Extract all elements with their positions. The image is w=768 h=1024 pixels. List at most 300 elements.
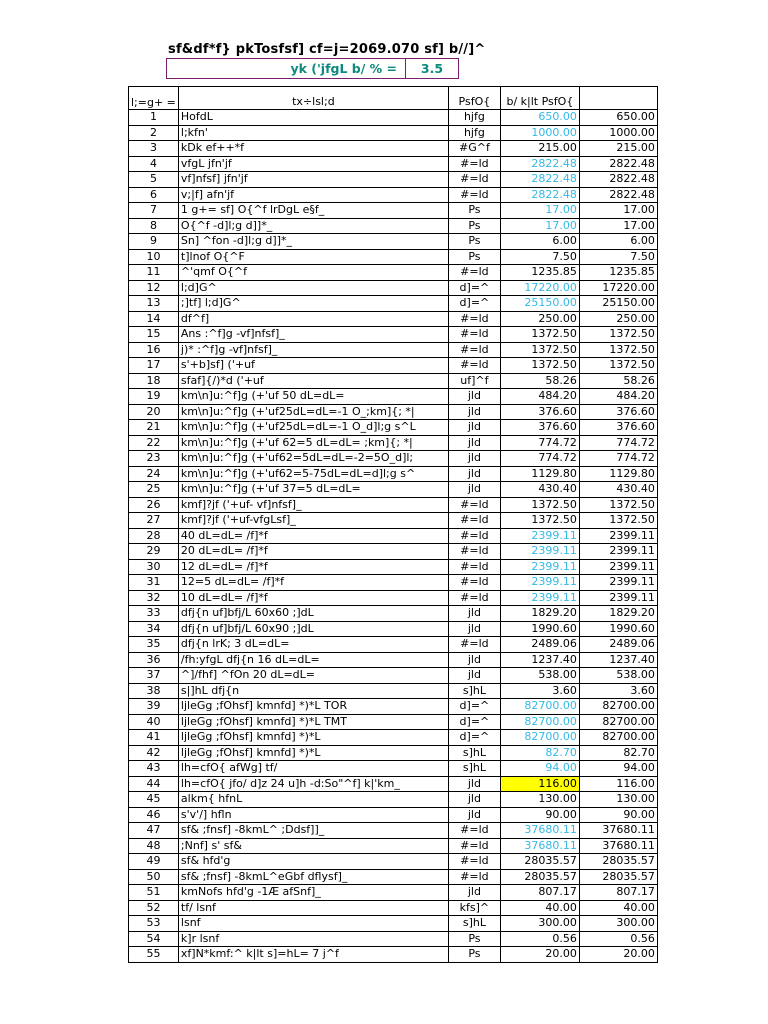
row-sn-cell[interactable]: 27 [129, 513, 179, 529]
row-description-cell[interactable]: km\n]u:^f]g (+'uf 62=5 dL=dL= ;km]{; *| [178, 435, 448, 451]
row-sn-cell[interactable]: 36 [129, 652, 179, 668]
row-unit-cell[interactable]: jld [448, 668, 500, 684]
rate-info-label: yk ('jfgL b/ % = [290, 61, 397, 76]
row-unit-cell[interactable]: #=ld [448, 358, 500, 374]
row-sn-cell[interactable]: 11 [129, 265, 179, 281]
row-description-cell[interactable]: kDk ef++*f [178, 141, 448, 157]
row-unit-cell[interactable]: #=ld [448, 869, 500, 885]
row-description-cell[interactable]: km\n]u:^f]g (+'uf 37=5 dL=dL= [178, 482, 448, 498]
row-rate-cell[interactable]: 650.00 [500, 110, 579, 126]
row-unit-cell[interactable]: Ps [448, 203, 500, 219]
table-row [129, 389, 658, 405]
row-description-cell[interactable]: 10 dL=dL= /f]*f [178, 590, 448, 606]
row-rate-cell[interactable]: 2489.06 [500, 637, 579, 653]
row-amount-cell[interactable]: 28035.57 [579, 869, 657, 885]
row-amount-cell[interactable]: 7.50 [579, 249, 657, 265]
row-amount-cell[interactable]: 1372.50 [579, 342, 657, 358]
row-rate-cell[interactable]: 40.00 [500, 900, 579, 916]
row-unit-cell[interactable]: #=ld [448, 156, 500, 172]
row-amount-cell[interactable]: 40.00 [579, 900, 657, 916]
row-amount-cell[interactable]: 37680.11 [579, 838, 657, 854]
row-sn-cell[interactable]: 24 [129, 466, 179, 482]
row-rate-cell[interactable]: 807.17 [500, 885, 579, 901]
row-sn-cell[interactable]: 48 [129, 838, 179, 854]
row-rate-cell[interactable]: 1372.50 [500, 513, 579, 529]
row-description-cell[interactable]: 20 dL=dL= /f]*f [178, 544, 448, 560]
row-amount-cell[interactable]: 28035.57 [579, 854, 657, 870]
row-rate-cell[interactable]: 7.50 [500, 249, 579, 265]
row-amount-cell[interactable]: 1990.60 [579, 621, 657, 637]
row-unit-cell[interactable]: s]hL [448, 745, 500, 761]
row-sn-cell[interactable]: 52 [129, 900, 179, 916]
row-amount-cell[interactable]: 3.60 [579, 683, 657, 699]
row-sn-cell[interactable]: 51 [129, 885, 179, 901]
row-description-cell[interactable]: ljleGg ;fOhsf] kmnfd] *)*L TMT [178, 714, 448, 730]
row-description-cell[interactable]: sf& ;fnsf] -8kmL^ ;Ddsf]]_ [178, 823, 448, 839]
row-rate-cell[interactable]: 28035.57 [500, 869, 579, 885]
row-rate-cell[interactable]: 2822.48 [500, 156, 579, 172]
row-description-cell[interactable]: ^]/fhf] ^fOn 20 dL=dL= [178, 668, 448, 684]
row-sn-cell[interactable]: 47 [129, 823, 179, 839]
row-unit-cell[interactable]: Ps [448, 249, 500, 265]
row-amount-cell[interactable]: 2822.48 [579, 172, 657, 188]
table-row [129, 807, 658, 823]
row-amount-cell[interactable]: 82700.00 [579, 714, 657, 730]
row-amount-cell[interactable]: 58.26 [579, 373, 657, 389]
row-description-cell[interactable]: l;d]G^ [178, 280, 448, 296]
row-unit-cell[interactable]: hjfg [448, 125, 500, 141]
row-sn-cell[interactable]: 32 [129, 590, 179, 606]
row-unit-cell[interactable]: jld [448, 404, 500, 420]
table-header-row [129, 87, 658, 110]
row-amount-cell[interactable]: 1129.80 [579, 466, 657, 482]
row-sn-cell[interactable]: 22 [129, 435, 179, 451]
row-unit-cell[interactable]: Ps [448, 947, 500, 963]
row-amount-cell[interactable]: 90.00 [579, 807, 657, 823]
row-rate-cell[interactable]: 20.00 [500, 947, 579, 963]
row-rate-cell[interactable]: 17.00 [500, 203, 579, 219]
row-rate-cell[interactable]: 17220.00 [500, 280, 579, 296]
row-sn-cell[interactable]: 8 [129, 218, 179, 234]
row-description-cell[interactable]: df^f] [178, 311, 448, 327]
row-description-cell[interactable]: sf& ;fnsf] -8kmL^eGbf dflysf]_ [178, 869, 448, 885]
row-unit-cell[interactable]: jld [448, 792, 500, 808]
row-unit-cell[interactable]: hjfg [448, 110, 500, 126]
row-description-cell[interactable]: 12 dL=dL= /f]*f [178, 559, 448, 575]
row-sn-cell[interactable]: 31 [129, 575, 179, 591]
row-amount-cell[interactable]: 2399.11 [579, 528, 657, 544]
row-description-cell[interactable]: km\n]u:^f]g (+'uf62=5dL=dL=-2=5O_d]l; [178, 451, 448, 467]
row-amount-cell[interactable]: 250.00 [579, 311, 657, 327]
row-description-cell[interactable]: kmf]?jf ('+uf-vfgLsf]_ [178, 513, 448, 529]
row-rate-cell[interactable]: 2399.11 [500, 559, 579, 575]
row-amount-cell[interactable]: 215.00 [579, 141, 657, 157]
row-amount-cell[interactable]: 116.00 [579, 776, 657, 792]
table-row [129, 420, 658, 436]
row-sn-cell[interactable]: 38 [129, 683, 179, 699]
row-description-cell[interactable]: /fh:yfgL dfj{n 16 dL=dL= [178, 652, 448, 668]
row-sn-cell[interactable]: 10 [129, 249, 179, 265]
row-unit-cell[interactable]: jld [448, 466, 500, 482]
row-amount-cell[interactable]: 17.00 [579, 218, 657, 234]
row-amount-cell[interactable]: 1000.00 [579, 125, 657, 141]
table-row [129, 435, 658, 451]
row-rate-cell[interactable]: 215.00 [500, 141, 579, 157]
row-description-cell[interactable]: sfaf]{/)*d ('+uf [178, 373, 448, 389]
row-rate-cell[interactable]: 116.00 [500, 776, 579, 792]
row-unit-cell[interactable]: jld [448, 451, 500, 467]
row-description-cell[interactable]: s'v'/] hfln [178, 807, 448, 823]
rate-info-value[interactable]: 3.5 [405, 59, 458, 78]
row-amount-cell[interactable]: 2399.11 [579, 559, 657, 575]
row-sn-cell[interactable]: 12 [129, 280, 179, 296]
row-description-cell[interactable]: tf/ lsnf [178, 900, 448, 916]
row-amount-cell[interactable]: 20.00 [579, 947, 657, 963]
table-row [129, 854, 658, 870]
row-description-cell[interactable]: 12=5 dL=dL= /f]*f [178, 575, 448, 591]
row-description-cell[interactable]: k]r lsnf [178, 931, 448, 947]
row-sn-cell[interactable]: 39 [129, 699, 179, 715]
row-sn-cell[interactable]: 29 [129, 544, 179, 560]
row-unit-cell[interactable]: Ps [448, 931, 500, 947]
row-sn-cell[interactable]: 9 [129, 234, 179, 250]
row-rate-cell[interactable]: 82700.00 [500, 714, 579, 730]
row-sn-cell[interactable]: 30 [129, 559, 179, 575]
header-unit: PsfO{ [448, 87, 500, 110]
row-unit-cell[interactable]: Ps [448, 234, 500, 250]
row-description-cell[interactable]: 40 dL=dL= /f]*f [178, 528, 448, 544]
row-description-cell[interactable]: ^'qmf O{^f [178, 265, 448, 281]
row-amount-cell[interactable]: 430.40 [579, 482, 657, 498]
row-rate-cell[interactable]: 1372.50 [500, 497, 579, 513]
row-unit-cell[interactable]: #=ld [448, 854, 500, 870]
row-amount-cell[interactable]: 774.72 [579, 451, 657, 467]
row-sn-cell[interactable]: 33 [129, 606, 179, 622]
row-description-cell[interactable]: lh=cfO{ jfo/ d]z 24 u]h -d:So"^f] k|'km_ [178, 776, 448, 792]
row-sn-cell[interactable]: 16 [129, 342, 179, 358]
row-amount-cell[interactable]: 82.70 [579, 745, 657, 761]
row-description-cell[interactable]: km\n]u:^f]g (+'uf62=5-75dL=dL=d]l;g s^ [178, 466, 448, 482]
row-unit-cell[interactable]: #=ld [448, 497, 500, 513]
row-unit-cell[interactable]: jld [448, 621, 500, 637]
row-rate-cell[interactable]: 774.72 [500, 451, 579, 467]
row-rate-cell[interactable]: 2399.11 [500, 575, 579, 591]
row-rate-cell[interactable]: 376.60 [500, 420, 579, 436]
row-amount-cell[interactable]: 650.00 [579, 110, 657, 126]
row-amount-cell[interactable]: 1829.20 [579, 606, 657, 622]
row-unit-cell[interactable]: d]=^ [448, 699, 500, 715]
row-amount-cell[interactable]: 2399.11 [579, 544, 657, 560]
row-rate-cell[interactable]: 2399.11 [500, 528, 579, 544]
row-description-cell[interactable]: kmNofs hfd'g -1Æ afSnf]_ [178, 885, 448, 901]
row-amount-cell[interactable]: 17.00 [579, 203, 657, 219]
row-sn-cell[interactable]: 53 [129, 916, 179, 932]
row-description-cell[interactable]: lh=cfO{ afWg] tf/ [178, 761, 448, 777]
row-amount-cell[interactable]: 130.00 [579, 792, 657, 808]
row-description-cell[interactable]: ljleGg ;fOhsf] kmnfd] *)*L [178, 730, 448, 746]
table-row [129, 869, 658, 885]
row-description-cell[interactable]: 1 g+= sf] O{^f lrDgL e§f_ [178, 203, 448, 219]
row-sn-cell[interactable]: 42 [129, 745, 179, 761]
row-unit-cell[interactable]: #=ld [448, 823, 500, 839]
row-sn-cell[interactable]: 41 [129, 730, 179, 746]
row-rate-cell[interactable]: 1372.50 [500, 342, 579, 358]
row-description-cell[interactable]: dfj{n lrK; 3 dL=dL= [178, 637, 448, 653]
table-row [129, 327, 658, 343]
row-sn-cell[interactable]: 21 [129, 420, 179, 436]
row-amount-cell[interactable]: 1372.50 [579, 497, 657, 513]
row-rate-cell[interactable]: 28035.57 [500, 854, 579, 870]
row-description-cell[interactable]: dfj{n uf]bfj/L 60x60 ;]dL [178, 606, 448, 622]
row-amount-cell[interactable]: 37680.11 [579, 823, 657, 839]
row-rate-cell[interactable]: 1372.50 [500, 358, 579, 374]
row-sn-cell[interactable]: 37 [129, 668, 179, 684]
table-row [129, 497, 658, 513]
row-sn-cell[interactable]: 23 [129, 451, 179, 467]
row-rate-cell[interactable]: 1237.40 [500, 652, 579, 668]
row-amount-cell[interactable]: 538.00 [579, 668, 657, 684]
row-description-cell[interactable]: xf]N*kmf:^ k|lt s]=hL= 7 j^f [178, 947, 448, 963]
row-unit-cell[interactable]: #=ld [448, 559, 500, 575]
row-description-cell[interactable]: ;]tf] l;d]G^ [178, 296, 448, 312]
row-amount-cell[interactable]: 376.60 [579, 404, 657, 420]
row-unit-cell[interactable]: jld [448, 652, 500, 668]
row-description-cell[interactable]: km\n]u:^f]g (+'uf 50 dL=dL= [178, 389, 448, 405]
row-rate-cell[interactable]: 2399.11 [500, 590, 579, 606]
row-description-cell[interactable]: Ans :^f]g -vf]nfsf]_ [178, 327, 448, 343]
row-amount-cell[interactable]: 2822.48 [579, 156, 657, 172]
row-unit-cell[interactable]: d]=^ [448, 714, 500, 730]
row-description-cell[interactable]: ;Nnf] s' sf& [178, 838, 448, 854]
table-row [129, 559, 658, 575]
row-sn-cell[interactable]: 17 [129, 358, 179, 374]
row-sn-cell[interactable]: 3 [129, 141, 179, 157]
row-sn-cell[interactable]: 20 [129, 404, 179, 420]
row-sn-cell[interactable]: 46 [129, 807, 179, 823]
row-sn-cell[interactable]: 25 [129, 482, 179, 498]
row-sn-cell[interactable]: 45 [129, 792, 179, 808]
row-description-cell[interactable]: alkm{ hfnL [178, 792, 448, 808]
row-rate-cell[interactable]: 130.00 [500, 792, 579, 808]
row-sn-cell[interactable]: 40 [129, 714, 179, 730]
row-unit-cell[interactable]: #=ld [448, 342, 500, 358]
row-unit-cell[interactable]: jld [448, 435, 500, 451]
row-amount-cell[interactable]: 2399.11 [579, 590, 657, 606]
row-description-cell[interactable]: km\n]u:^f]g (+'uf25dL=dL=-1 O_d]l;g s^L [178, 420, 448, 436]
row-sn-cell[interactable]: 1 [129, 110, 179, 126]
row-rate-cell[interactable]: 2399.11 [500, 544, 579, 560]
row-unit-cell[interactable]: #=ld [448, 513, 500, 529]
row-rate-cell[interactable]: 484.20 [500, 389, 579, 405]
row-rate-cell[interactable]: 1990.60 [500, 621, 579, 637]
row-unit-cell[interactable]: #=ld [448, 544, 500, 560]
row-sn-cell[interactable]: 13 [129, 296, 179, 312]
row-amount-cell[interactable]: 1237.40 [579, 652, 657, 668]
row-amount-cell[interactable]: 2489.06 [579, 637, 657, 653]
row-sn-cell[interactable]: 50 [129, 869, 179, 885]
row-unit-cell[interactable]: Ps [448, 218, 500, 234]
row-description-cell[interactable]: s|]hL dfj{n [178, 683, 448, 699]
row-rate-cell[interactable]: 1235.85 [500, 265, 579, 281]
row-unit-cell[interactable]: s]hL [448, 916, 500, 932]
row-amount-cell[interactable]: 25150.00 [579, 296, 657, 312]
row-unit-cell[interactable]: #=ld [448, 327, 500, 343]
row-unit-cell[interactable]: jld [448, 807, 500, 823]
row-rate-cell[interactable]: 2822.48 [500, 187, 579, 203]
row-rate-cell[interactable]: 0.56 [500, 931, 579, 947]
row-amount-cell[interactable]: 2399.11 [579, 575, 657, 591]
row-sn-cell[interactable]: 49 [129, 854, 179, 870]
row-sn-cell[interactable]: 35 [129, 637, 179, 653]
row-sn-cell[interactable]: 43 [129, 761, 179, 777]
row-unit-cell[interactable]: kfs]^ [448, 900, 500, 916]
row-rate-cell[interactable]: 1000.00 [500, 125, 579, 141]
row-rate-cell[interactable]: 2822.48 [500, 172, 579, 188]
table-row [129, 265, 658, 281]
row-rate-cell[interactable]: 3.60 [500, 683, 579, 699]
row-amount-cell[interactable]: 6.00 [579, 234, 657, 250]
row-rate-cell[interactable]: 430.40 [500, 482, 579, 498]
row-amount-cell[interactable]: 82700.00 [579, 730, 657, 746]
row-rate-cell[interactable]: 6.00 [500, 234, 579, 250]
row-amount-cell[interactable]: 0.56 [579, 931, 657, 947]
row-unit-cell[interactable]: #=ld [448, 637, 500, 653]
table-row [129, 110, 658, 126]
row-amount-cell[interactable]: 82700.00 [579, 699, 657, 715]
row-description-cell[interactable]: HofdL [178, 110, 448, 126]
row-description-cell[interactable]: ljleGg ;fOhsf] kmnfd] *)*L TOR [178, 699, 448, 715]
header-amount [579, 87, 657, 110]
row-amount-cell[interactable]: 2822.48 [579, 187, 657, 203]
table-row [129, 249, 658, 265]
row-rate-cell[interactable]: 25150.00 [500, 296, 579, 312]
row-sn-cell[interactable]: 2 [129, 125, 179, 141]
row-rate-cell[interactable]: 250.00 [500, 311, 579, 327]
row-description-cell[interactable]: km\n]u:^f]g (+'uf25dL=dL=-1 O_;km]{; *| [178, 404, 448, 420]
row-unit-cell[interactable]: d]=^ [448, 730, 500, 746]
row-unit-cell[interactable]: uf]^f [448, 373, 500, 389]
row-sn-cell[interactable]: 5 [129, 172, 179, 188]
row-unit-cell[interactable]: #=ld [448, 311, 500, 327]
row-unit-cell[interactable]: #=ld [448, 187, 500, 203]
row-description-cell[interactable]: s'+b]sf] ('+uf [178, 358, 448, 374]
row-description-cell[interactable]: dfj{n uf]bfj/L 60x90 ;]dL [178, 621, 448, 637]
row-unit-cell[interactable]: #=ld [448, 575, 500, 591]
row-rate-cell[interactable]: 37680.11 [500, 823, 579, 839]
row-description-cell[interactable]: j)* :^f]g -vf]nfsf]_ [178, 342, 448, 358]
row-amount-cell[interactable]: 807.17 [579, 885, 657, 901]
row-sn-cell[interactable]: 26 [129, 497, 179, 513]
row-rate-cell[interactable]: 82700.00 [500, 730, 579, 746]
row-description-cell[interactable]: Sn] ^fon -d]l;g d]]*_ [178, 234, 448, 250]
row-rate-cell[interactable]: 90.00 [500, 807, 579, 823]
row-description-cell[interactable]: l;kfn' [178, 125, 448, 141]
row-sn-cell[interactable]: 54 [129, 931, 179, 947]
row-description-cell[interactable]: vf]nfsf] jfn'jf [178, 172, 448, 188]
row-amount-cell[interactable]: 1372.50 [579, 358, 657, 374]
row-amount-cell[interactable]: 1372.50 [579, 513, 657, 529]
row-sn-cell[interactable]: 44 [129, 776, 179, 792]
row-unit-cell[interactable]: d]=^ [448, 296, 500, 312]
row-unit-cell[interactable]: #=ld [448, 838, 500, 854]
row-unit-cell[interactable]: jld [448, 885, 500, 901]
row-sn-cell[interactable]: 18 [129, 373, 179, 389]
row-amount-cell[interactable]: 17220.00 [579, 280, 657, 296]
row-rate-cell[interactable]: 82.70 [500, 745, 579, 761]
row-rate-cell[interactable]: 774.72 [500, 435, 579, 451]
row-rate-cell[interactable]: 17.00 [500, 218, 579, 234]
row-unit-cell[interactable]: jld [448, 606, 500, 622]
row-rate-cell[interactable]: 376.60 [500, 404, 579, 420]
row-unit-cell[interactable]: s]hL [448, 761, 500, 777]
row-unit-cell[interactable]: #=ld [448, 528, 500, 544]
row-description-cell[interactable]: O{^f -d]l;g d]]*_ [178, 218, 448, 234]
row-sn-cell[interactable]: 28 [129, 528, 179, 544]
row-unit-cell[interactable]: jld [448, 420, 500, 436]
row-unit-cell[interactable]: s]hL [448, 683, 500, 699]
row-rate-cell[interactable]: 58.26 [500, 373, 579, 389]
row-description-cell[interactable]: lsnf [178, 916, 448, 932]
row-sn-cell[interactable]: 55 [129, 947, 179, 963]
row-rate-cell[interactable]: 300.00 [500, 916, 579, 932]
row-rate-cell[interactable]: 1372.50 [500, 327, 579, 343]
row-sn-cell[interactable]: 15 [129, 327, 179, 343]
row-sn-cell[interactable]: 14 [129, 311, 179, 327]
row-rate-cell[interactable]: 1829.20 [500, 606, 579, 622]
row-unit-cell[interactable]: #=ld [448, 172, 500, 188]
row-rate-cell[interactable]: 538.00 [500, 668, 579, 684]
table-row [129, 761, 658, 777]
row-sn-cell[interactable]: 6 [129, 187, 179, 203]
table-row [129, 280, 658, 296]
row-unit-cell[interactable]: #=ld [448, 265, 500, 281]
row-description-cell[interactable]: t]lnof O{^F [178, 249, 448, 265]
row-unit-cell[interactable]: jld [448, 389, 500, 405]
row-amount-cell[interactable]: 1235.85 [579, 265, 657, 281]
row-amount-cell[interactable]: 94.00 [579, 761, 657, 777]
row-sn-cell[interactable]: 7 [129, 203, 179, 219]
row-rate-cell[interactable]: 94.00 [500, 761, 579, 777]
row-amount-cell[interactable]: 376.60 [579, 420, 657, 436]
row-amount-cell[interactable]: 774.72 [579, 435, 657, 451]
row-unit-cell[interactable]: #G^f [448, 141, 500, 157]
table-row [129, 342, 658, 358]
row-description-cell[interactable]: ljleGg ;fOhsf] kmnfd] *)*L [178, 745, 448, 761]
row-description-cell[interactable]: kmf]?jf ('+uf- vf]nfsf]_ [178, 497, 448, 513]
row-rate-cell[interactable]: 1129.80 [500, 466, 579, 482]
table-row [129, 296, 658, 312]
row-sn-cell[interactable]: 19 [129, 389, 179, 405]
row-description-cell[interactable]: sf& hfd'g [178, 854, 448, 870]
row-rate-cell[interactable]: 82700.00 [500, 699, 579, 715]
row-amount-cell[interactable]: 1372.50 [579, 327, 657, 343]
row-sn-cell[interactable]: 4 [129, 156, 179, 172]
row-sn-cell[interactable]: 34 [129, 621, 179, 637]
table-row [129, 141, 658, 157]
row-unit-cell[interactable]: #=ld [448, 590, 500, 606]
row-unit-cell[interactable]: d]=^ [448, 280, 500, 296]
row-amount-cell[interactable]: 484.20 [579, 389, 657, 405]
row-rate-cell[interactable]: 37680.11 [500, 838, 579, 854]
header-rate: b/ k|lt PsfO{ [500, 87, 579, 110]
row-unit-cell[interactable]: jld [448, 776, 500, 792]
row-description-cell[interactable]: vfgL jfn'jf [178, 156, 448, 172]
rates-table [128, 86, 658, 963]
row-amount-cell[interactable]: 300.00 [579, 916, 657, 932]
row-unit-cell[interactable]: jld [448, 482, 500, 498]
row-description-cell[interactable]: v;|f] afn'jf [178, 187, 448, 203]
table-row [129, 451, 658, 467]
